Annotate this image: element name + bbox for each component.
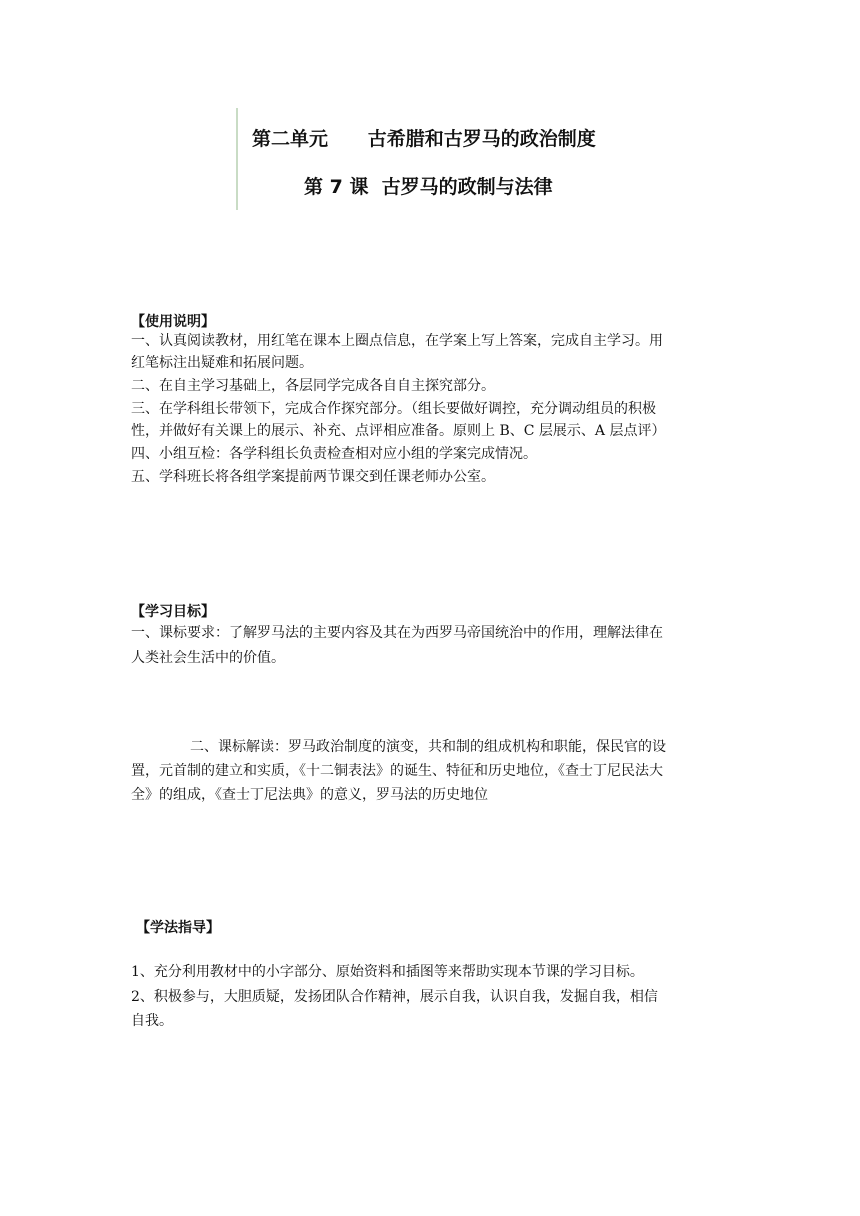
objectives-heading: 【学习目标】 <box>131 604 215 620</box>
usage-line: 红笔标注出疑难和拓展问题。 <box>131 355 313 371</box>
interpretation-line: 全》的组成，《查士丁尼法典》的意义，罗马法的历史地位 <box>131 787 488 803</box>
usage-line: 四、小组互检：各学科组长负责检查相对应小组的学案完成情况。 <box>131 446 537 462</box>
usage-heading: 【使用说明】 <box>131 314 215 330</box>
method-line: 1、充分利用教材中的小字部分、原始资料和插图等来帮助实现本节课的学习目标。 <box>131 964 644 980</box>
usage-line: 二、在自主学习基础上，各层同学完成各自自主探究部分。 <box>131 378 495 394</box>
method-heading: 【学法指导】 <box>136 920 220 936</box>
lesson-title: 第 7 课 古罗马的政制与法律 <box>304 176 553 198</box>
requirement-line: 人类社会生活中的价值。 <box>131 650 285 666</box>
requirement-line: 一、课标要求：了解罗马法的主要内容及其在为西罗马帝国统治中的作用，理解法律在 <box>131 625 663 641</box>
usage-line: 一、认真阅读教材，用红笔在课本上圈点信息，在学案上写上答案，完成自主学习。用 <box>131 333 663 349</box>
method-line: 2、积极参与，大胆质疑，发扬团队合作精神，展示自我，认识自我，发掘自我，相信 <box>131 989 658 1005</box>
usage-line: 性，并做好有关课上的展示、补充、点评相应准备。原则上 B、C 层展示、A 层点评） <box>131 423 666 439</box>
usage-line: 五、学科班长将各组学案提前两节课交到任课老师办公室。 <box>131 469 495 485</box>
unit-title: 第二单元 古希腊和古罗马的政治制度 <box>252 128 596 150</box>
title-block <box>236 108 638 210</box>
interpretation-line: 置，元首制的建立和实质，《十二铜表法》的诞生、特征和历史地位，《查士丁尼民法大 <box>131 763 663 779</box>
method-line: 自我。 <box>131 1013 173 1029</box>
usage-line: 三、在学科组长带领下，完成合作探究部分。（组长要做好调控，充分调动组员的积极 <box>131 401 656 417</box>
interpretation-line: 二、课标解读：罗马政治制度的演变，共和制的组成机构和职能，保民官的设 <box>190 739 666 755</box>
